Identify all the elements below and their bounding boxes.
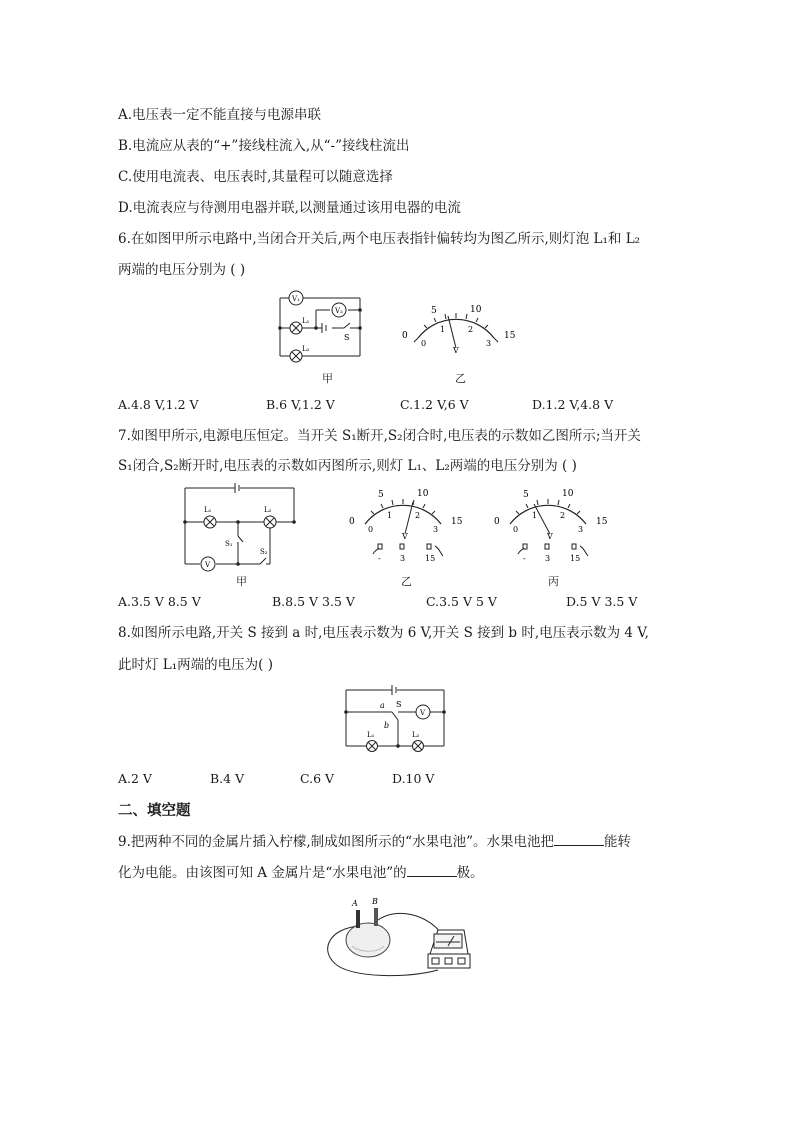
q7-l2-label: L₂ bbox=[264, 506, 272, 514]
q7-yi-tick-2: 2 bbox=[415, 511, 421, 520]
q7-yi-tick-10: 10 bbox=[417, 489, 429, 499]
q6-option-a: A.4.8 V,1.2 V bbox=[118, 397, 199, 412]
q7-v-label: V bbox=[205, 561, 211, 569]
q6-meter-tick-2: 2 bbox=[468, 325, 474, 334]
q8-switch-label: S bbox=[396, 700, 402, 709]
q8-option-d: D.10 V bbox=[392, 771, 435, 786]
q7-yi-terminal-3: 3 bbox=[400, 554, 406, 563]
q9-stem-2b: 极。 bbox=[456, 865, 484, 881]
q6-meter-tick-15: 15 bbox=[504, 331, 516, 341]
q6-meter-tick-0: 0 bbox=[421, 339, 427, 348]
q7-fig-bing-caption: 丙 bbox=[548, 575, 559, 588]
q9-blank-2[interactable] bbox=[407, 864, 457, 877]
q7-stem-line2: S₁闭合,S₂断开时,电压表的示数如丙图所示,则灯 L₁、L₂两端的电压分别为 ( ) bbox=[118, 458, 577, 474]
q8-stem-line2: 此时灯 L₁两端的电压为( ) bbox=[118, 657, 273, 673]
q7-bing-tick-10: 10 bbox=[562, 489, 574, 499]
q7-bing-terminal-3: 3 bbox=[545, 554, 551, 563]
q7-fig-jia-caption: 甲 bbox=[236, 575, 247, 588]
q7-yi-tick-5: 5 bbox=[378, 490, 384, 500]
q6-meter-tick-1: 1 bbox=[440, 325, 446, 334]
q6-meter-tick-5: 5 bbox=[431, 306, 437, 316]
q6-option-b: B.6 V,1.2 V bbox=[266, 397, 335, 412]
q5-option-b: B.电流应从表的“+”接线柱流入,从“-”接线柱流出 bbox=[118, 138, 410, 154]
q9-stem-line1 bbox=[118, 832, 631, 852]
q9-b-label: B bbox=[372, 897, 378, 906]
q7-yi-v-label: V bbox=[402, 532, 408, 541]
q7-l1-label: L₁ bbox=[204, 506, 212, 514]
q8-v-label: V bbox=[420, 709, 426, 717]
section-title-fill-in: 二、填空题 bbox=[118, 803, 191, 819]
q8-stem-line1: 8.如图所示电路,开关 S 接到 a 时,电压表示数为 6 V,开关 S 接到 b 时,电压表示数为 4 V, bbox=[118, 625, 649, 641]
q6-voltmeter-dial-yi bbox=[398, 298, 520, 358]
q9-stem-1a: 9.把两种不同的金属片插入柠檬,制成如图所示的“水果电池”。水果电池把 bbox=[118, 834, 554, 850]
q6-v2-label: V₂ bbox=[335, 307, 343, 315]
q8-a-label: a bbox=[380, 701, 385, 710]
q8-option-b: B.4 V bbox=[210, 771, 245, 786]
q9-blank-1[interactable] bbox=[554, 833, 604, 846]
q6-stem-line2: 两端的电压分别为 ( ) bbox=[118, 262, 246, 278]
q9-stem-line2 bbox=[118, 863, 484, 883]
q7-s2-label: S₂ bbox=[260, 548, 268, 556]
q7-yi-tick-3: 3 bbox=[433, 525, 439, 534]
q8-b-label: b bbox=[384, 721, 390, 730]
q7-option-c: C.3.5 V 5 V bbox=[426, 594, 497, 609]
q6-meter-tick-10: 10 bbox=[470, 305, 482, 315]
q7-voltmeter-dial-bing bbox=[490, 484, 612, 568]
q7-s1-label: S₁ bbox=[225, 540, 233, 548]
q7-yi-terminal-neg: - bbox=[378, 554, 381, 563]
q6-option-c: C.1.2 V,6 V bbox=[400, 397, 469, 412]
q7-fig-yi-caption: 乙 bbox=[401, 575, 412, 588]
q7-yi-tick-0-outer: 0 bbox=[349, 517, 355, 527]
q9-stem-2a: 化为电能。由该图可知 A 金属片是“水果电池”的 bbox=[118, 865, 407, 881]
q6-fig-yi-caption: 乙 bbox=[455, 372, 466, 385]
q8-l2-label: L₂ bbox=[412, 731, 420, 739]
q7-yi-tick-0: 0 bbox=[368, 525, 374, 534]
q7-stem-line1: 7.如图甲所示,电源电压恒定。当开关 S₁断开,S₂闭合时,电压表的示数如乙图所示;当开关 bbox=[118, 428, 641, 444]
q7-bing-tick-2: 2 bbox=[560, 511, 566, 520]
q5-option-c: C.使用电流表、电压表时,其量程可以随意选择 bbox=[118, 169, 393, 185]
q6-v1-label: V₁ bbox=[292, 295, 300, 303]
q6-meter-tick-3: 3 bbox=[486, 339, 492, 348]
q8-option-a: A.2 V bbox=[118, 771, 152, 786]
q7-circuit-diagram-jia bbox=[180, 480, 300, 572]
q5-option-a: A.电压表一定不能直接与电源串联 bbox=[118, 107, 322, 123]
q7-yi-tick-15: 15 bbox=[451, 517, 463, 527]
q7-bing-tick-3: 3 bbox=[578, 525, 584, 534]
q6-stem-line1: 6.在如图甲所示电路中,当闭合开关后,两个电压表指针偏转均为图乙所示,则灯泡 L₁和 L₂ bbox=[118, 231, 641, 247]
q7-option-a: A.3.5 V 8.5 V bbox=[118, 594, 201, 609]
q7-bing-terminal-neg: - bbox=[523, 554, 526, 563]
q6-meter-tick-0-outer: 0 bbox=[402, 331, 408, 341]
q6-meter-v-label: V bbox=[453, 346, 459, 355]
q8-option-c: C.6 V bbox=[300, 771, 335, 786]
q7-bing-v-label: V bbox=[547, 532, 553, 541]
q6-l1-label: L₁ bbox=[302, 317, 310, 325]
q9-fruit-battery-figure bbox=[318, 892, 478, 982]
q6-l2-label: L₂ bbox=[302, 345, 310, 353]
q5-option-d: D.电流表应与待测用电器并联,以测量通过该用电器的电流 bbox=[118, 200, 461, 216]
q7-bing-tick-0: 0 bbox=[513, 525, 519, 534]
q9-a-label: A bbox=[352, 899, 358, 908]
q8-l1-label: L₁ bbox=[367, 731, 375, 739]
q7-bing-tick-0-outer: 0 bbox=[494, 517, 500, 527]
q7-bing-terminal-15: 15 bbox=[570, 554, 581, 563]
q6-switch-label: S bbox=[344, 333, 350, 342]
q6-option-d: D.1.2 V,4.8 V bbox=[532, 397, 614, 412]
q8-circuit-diagram bbox=[340, 684, 452, 756]
q7-bing-tick-15: 15 bbox=[596, 517, 608, 527]
q7-bing-tick-5: 5 bbox=[523, 490, 529, 500]
q6-fig-jia-caption: 甲 bbox=[322, 372, 333, 385]
q7-bing-tick-1: 1 bbox=[532, 511, 538, 520]
q7-option-d: D.5 V 3.5 V bbox=[566, 594, 638, 609]
q7-yi-tick-1: 1 bbox=[387, 511, 393, 520]
q7-option-b: B.8.5 V 3.5 V bbox=[272, 594, 355, 609]
q7-yi-terminal-15: 15 bbox=[425, 554, 436, 563]
q7-voltmeter-dial-yi bbox=[345, 484, 467, 568]
q6-circuit-diagram-jia bbox=[272, 288, 372, 366]
q9-stem-1b: 能转 bbox=[603, 834, 631, 850]
